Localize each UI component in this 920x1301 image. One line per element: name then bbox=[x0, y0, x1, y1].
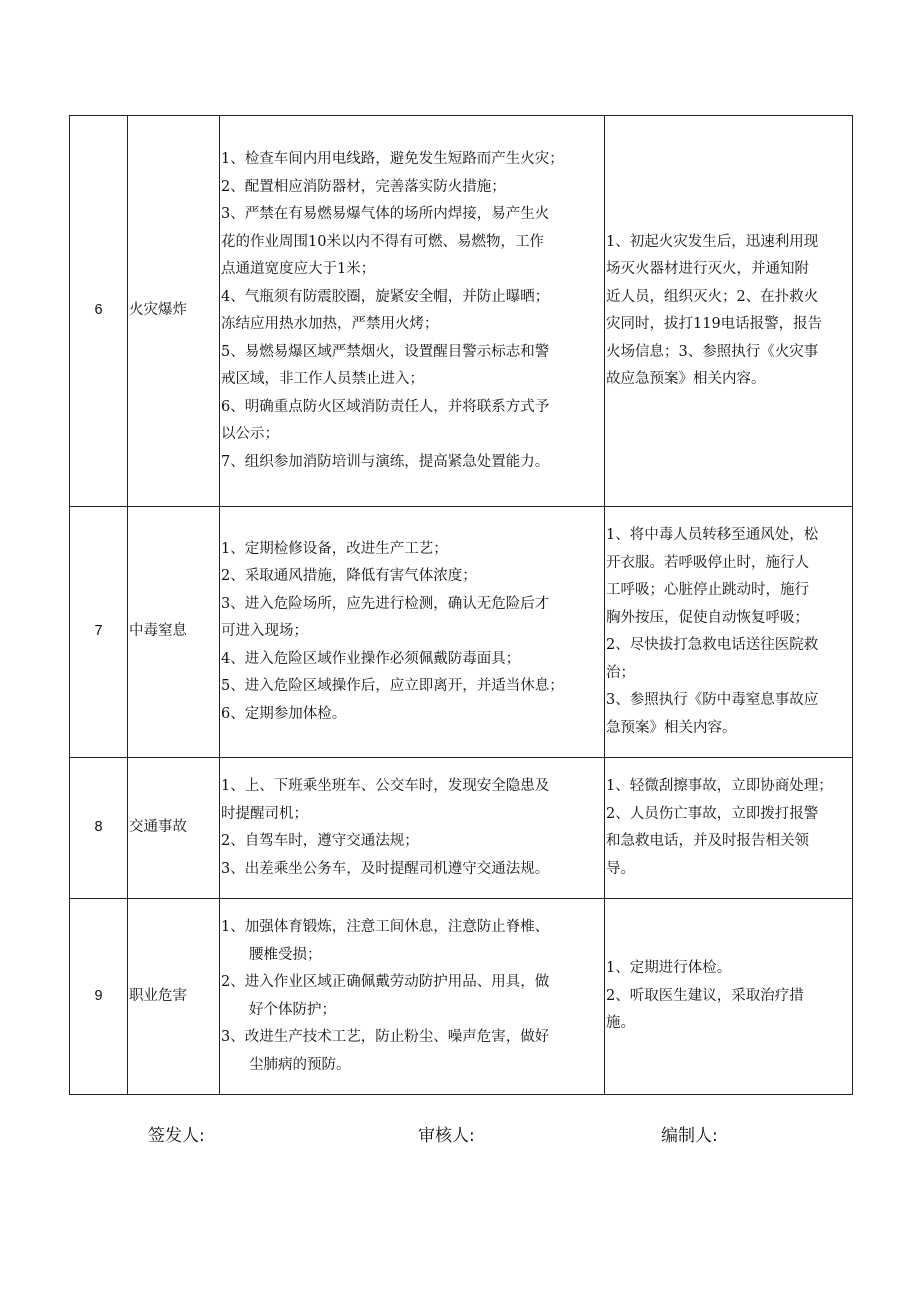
emergency-response bbox=[605, 116, 853, 507]
response-line: 1、轻微刮擦事故，立即协商处理； bbox=[606, 778, 833, 794]
measure-line: 3、改进生产技术工艺，防止粉尘、噪声危害，做好 bbox=[221, 1029, 550, 1045]
response-line: 1、初起火灾发生后，迅速利用现 bbox=[606, 233, 819, 250]
response-line: 急预案》相关内容。 bbox=[606, 719, 737, 736]
response-line: 1、定期进行体检。 bbox=[606, 960, 732, 977]
hazard-name: 火灾爆炸 bbox=[128, 116, 220, 507]
response-line: 火场信息；3、参照执行《火灾事 bbox=[606, 343, 819, 360]
reviewer-label: 审核人: bbox=[418, 1126, 475, 1146]
measure-line: 6、定期参加体检。 bbox=[221, 705, 347, 722]
measure-line: 4、气瓶须有防震胶圈，旋紧安全帽，并防止曝晒； bbox=[221, 288, 550, 305]
response-line: 导。 bbox=[606, 860, 635, 877]
preventive-measures bbox=[220, 507, 605, 758]
measure-line: 花的作业周围10米以内不得有可燃、易燃物，工作 bbox=[221, 233, 544, 250]
issuer-label: 签发人: bbox=[148, 1126, 205, 1146]
row-number: 6 bbox=[70, 116, 128, 507]
hazard-table bbox=[69, 115, 853, 1095]
measure-line: 4、进入危险区域作业操作必须佩戴防毒面具； bbox=[221, 650, 521, 667]
preventive-measures bbox=[220, 899, 605, 1095]
response-line: 施。 bbox=[606, 1015, 635, 1032]
response-line: 2、人员伤亡事故，立即拨打报警 bbox=[606, 805, 819, 822]
response-line: 工呼吸；心脏停止跳动时，施行 bbox=[606, 582, 809, 598]
row-number: 7 bbox=[70, 507, 128, 758]
measure-line: 5、易燃易爆区域严禁烟火，设置醒目警示标志和警 bbox=[221, 343, 550, 360]
hazard-name: 中毒窒息 bbox=[128, 507, 220, 758]
row-number: 8 bbox=[70, 758, 128, 899]
measure-line: 腰椎受损； bbox=[249, 946, 322, 963]
measure-line: 1、定期检修设备，改进生产工艺； bbox=[221, 540, 448, 557]
measure-line: 点通道宽度应大于1米； bbox=[221, 261, 376, 277]
measure-line: 1、上、下班乘坐班车、公交车时，发现安全隐患及 bbox=[221, 778, 550, 794]
response-line: 和急救电话，并及时报告相关领 bbox=[606, 833, 809, 849]
measure-line: 1、检查车间内用电线路，避免发生短路而产生火灾； bbox=[221, 151, 564, 167]
response-line: 近人员，组织灭火；2、在扑救火 bbox=[606, 288, 819, 305]
table-row bbox=[70, 116, 853, 507]
response-line: 开衣服。若呼吸停止时，施行人 bbox=[606, 554, 809, 571]
table-row bbox=[70, 758, 853, 899]
hazard-name: 交通事故 bbox=[128, 758, 220, 899]
emergency-response bbox=[605, 758, 853, 899]
response-line: 故应急预案》相关内容。 bbox=[606, 371, 766, 387]
measure-line: 以公示； bbox=[221, 426, 279, 442]
emergency-response bbox=[605, 507, 853, 758]
response-line: 3、参照执行《防中毒窒息事故应 bbox=[606, 692, 819, 708]
measure-line: 冻结应用热水加热，严禁用火烤； bbox=[221, 316, 439, 332]
response-line: 场灭火器材进行灭火，并通知附 bbox=[606, 261, 809, 277]
row-number: 9 bbox=[70, 899, 128, 1095]
measure-line: 2、采取通风措施，降低有害气体浓度； bbox=[221, 568, 477, 585]
measure-line: 可进入现场； bbox=[221, 623, 308, 640]
measure-line: 2、配置相应消防器材，完善落实防火措施； bbox=[221, 178, 506, 195]
measure-line: 1、加强体育锻炼，注意工间休息，注意防止脊椎、 bbox=[221, 919, 550, 935]
hazard-name: 职业危害 bbox=[128, 899, 220, 1095]
response-line: 1、将中毒人员转移至通风处，松 bbox=[606, 527, 819, 543]
response-line: 2、听取医生建议，采取治疗措 bbox=[606, 987, 804, 1004]
measure-line: 尘肺病的预防。 bbox=[249, 1056, 351, 1073]
response-line: 2、尽快拔打急救电话送往医院救 bbox=[606, 637, 819, 653]
emergency-response bbox=[605, 899, 853, 1095]
preventive-measures bbox=[220, 116, 605, 507]
table-row bbox=[70, 507, 853, 758]
measure-line: 3、出差乘坐公务车，及时提醒司机遵守交通法规。 bbox=[221, 860, 550, 877]
measure-line: 6、明确重点防火区域消防责任人，并将联系方式予 bbox=[221, 398, 550, 415]
measure-line: 5、进入危险区域操作后，应立即离开，并适当休息； bbox=[221, 678, 564, 695]
measure-line: 戒区域，非工作人员禁止进入； bbox=[221, 371, 424, 387]
measure-line: 2、进入作业区域正确佩戴劳动防护用品、用具，做 bbox=[221, 974, 550, 990]
measure-line: 7、组织参加消防培训与演练，提高紧急处置能力。 bbox=[221, 453, 550, 470]
response-line: 胸外按压，促使自动恢复呼吸； bbox=[606, 609, 809, 626]
measure-line: 2、自驾车时，遵守交通法规； bbox=[221, 833, 419, 849]
response-line: 灾同时，拔打119电话报警，报告 bbox=[606, 316, 823, 332]
measure-line: 时提醒司机； bbox=[221, 805, 308, 822]
response-line: 治； bbox=[606, 664, 635, 681]
measure-line: 3、严禁在有易燃易爆气体的场所内焊接，易产生火 bbox=[221, 206, 550, 222]
preventive-measures bbox=[220, 758, 605, 899]
measure-line: 好个体防护； bbox=[249, 1001, 336, 1018]
table-row bbox=[70, 899, 853, 1095]
measure-line: 3、进入危险场所，应先进行检测，确认无危险后才 bbox=[221, 595, 550, 612]
compiler-label: 编制人: bbox=[661, 1126, 718, 1146]
